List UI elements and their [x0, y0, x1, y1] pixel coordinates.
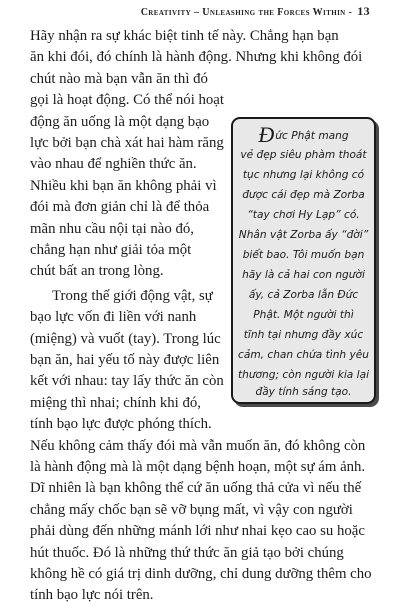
body-line: bạn ăn, hai yếu tố này được liên	[30, 352, 220, 368]
body-line: mãn nhu cầu nội tại nào đó,	[30, 220, 194, 237]
body-line: chẳng mấy chốc bạn sẽ vỡ bụng mất, vì vậy con người	[30, 501, 353, 518]
body-line: chẳng hạn như giải tỏa một	[30, 242, 192, 258]
sidebar-line: “tay chơi Hy Lạp” có.	[247, 209, 360, 221]
sidebar-dropcap: Đ	[258, 122, 275, 147]
body-line: Hãy nhận ra sự khác biệt tinh tế này. Chẳng hạn bạn	[30, 28, 339, 44]
quote-sidebar	[231, 117, 376, 404]
body-line: gọi là hoạt động. Có thể nói hoạt	[30, 92, 224, 109]
sidebar-line: tục nhưng lại không có	[242, 169, 365, 181]
body-line: Trong thế giới động vật, sự	[52, 287, 213, 304]
body-line: hút thuốc. Đó là những thứ thức ăn giả tạo bởi chúng	[30, 544, 344, 561]
body-line: phải dùng đến những mánh lới như nhai kẹo cao su hoặc	[30, 523, 365, 540]
body-line: chút nào mà bạn vẫn ăn thì đó	[30, 70, 208, 87]
sidebar-line: được cái đẹp mà Zorba	[242, 189, 365, 201]
sidebar-line: cảm, chan chứa tình yêu	[238, 349, 369, 361]
body-line: tính bạo lực nói trên.	[30, 587, 154, 604]
sidebar-line-text: ức Phật mang	[275, 130, 349, 142]
sidebar-line: vẻ đẹp siêu phàm thoát	[240, 149, 367, 161]
running-header	[141, 4, 370, 19]
running-title: Creativity – Unleashing the Forces Within	[140, 7, 346, 18]
body-line: ăn khi đói, đó chính là hành động. Nhưng khi không đói	[30, 49, 363, 66]
sidebar-line: hãy là cả hai con người	[242, 269, 365, 281]
body-line: là hành động mà là một dạng bệnh hoạn, một sự ám ảnh.	[30, 459, 366, 475]
sidebar-line: Nhân vật Zorba ấy “đời”	[238, 229, 369, 241]
header-separator: -	[345, 7, 356, 18]
body-line: lực bởi bạn chà xát hai hàm răng	[30, 135, 224, 151]
body-line: (miệng) và vuốt (tay). Trong lúc	[30, 330, 221, 347]
body-line: động ăn uống là một dạng bạo	[30, 113, 210, 130]
body-line: Nếu không cảm thấy đói mà vẫn muốn ăn, đó không còn	[30, 437, 366, 454]
body-line: miệng thì nhai; chính khi đó,	[30, 394, 201, 411]
sidebar-line: ấy, cả Zorba lẫn Đức	[248, 289, 359, 301]
body-line: không hề có giá trị dinh dưỡng, chỉ dung dưỡng thêm cho	[30, 566, 372, 582]
sidebar-line: đầy tính sáng tạo.	[255, 386, 352, 398]
body-line: Nhiều khi bạn ăn không phải vì	[30, 177, 217, 194]
body-line: bạo lực vốn đi liền với nanh	[30, 309, 197, 326]
body-line: vào nhau để nghiền thức ăn.	[30, 156, 197, 173]
body-line: tính bạo lực được phóng thích.	[30, 416, 212, 433]
body-line: Dĩ nhiên là bạn không thể cứ ăn uống thả cửa vì nếu thế	[30, 480, 362, 497]
body-line: kết với nhau: tay lấy thức ăn còn	[30, 373, 224, 390]
sidebar-line: biết bao. Tôi muốn bạn	[242, 249, 365, 261]
body-line: chút bất an trong lòng.	[30, 263, 164, 280]
page-number: 13	[357, 4, 370, 18]
sidebar-line: Phật. Một người thì	[253, 309, 354, 321]
sidebar-line: tĩnh tại nhưng đầy xúc	[243, 329, 364, 341]
sidebar-line: thương; còn người kia lại	[237, 369, 370, 381]
body-line: đói mà đơn giản chỉ là để thỏa	[30, 199, 210, 216]
sidebar-line	[233, 122, 374, 147]
